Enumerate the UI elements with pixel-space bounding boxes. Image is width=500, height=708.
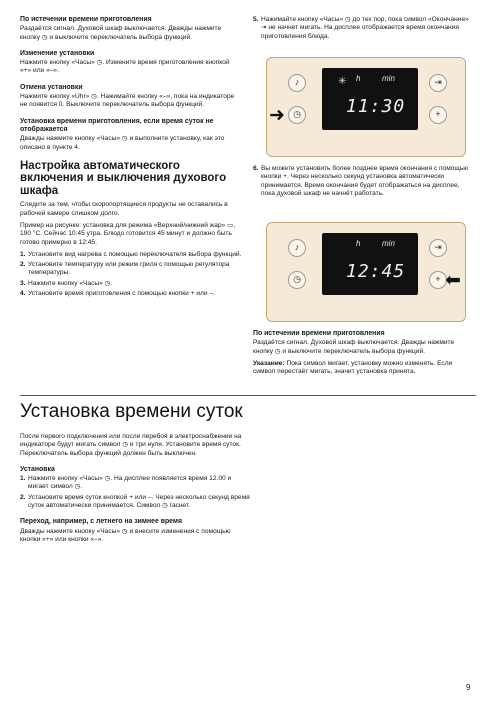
divider bbox=[20, 395, 476, 396]
arrow-left-icon: ⬅ bbox=[445, 270, 461, 291]
display-time: 11:30 bbox=[346, 96, 406, 117]
bell-icon: ♪ bbox=[288, 74, 306, 92]
section-text: Раздаётся сигнал. Духовой шкаф выключается. Дважды нажмите кнопку ◷ и выключите переключатель выбора функций. bbox=[20, 25, 222, 41]
step-number: 1. bbox=[20, 475, 26, 483]
note-text: Пока символ мигает, установку можно изменять. Если символ перестаёт мигать, значит установка принята. bbox=[253, 359, 453, 376]
hour-label: h bbox=[356, 74, 361, 83]
note-label: Указание: bbox=[253, 359, 285, 367]
section-title: Установка времени приготовления, если время суток не отображается bbox=[20, 117, 214, 133]
clock-button-icon: ◷ bbox=[288, 106, 306, 124]
plus-icon: + bbox=[429, 106, 447, 124]
plus-icon: + bbox=[429, 271, 447, 289]
clock-button-icon: ◷ bbox=[288, 271, 306, 289]
step-text: Установите вид нагрева с помощью переключателя выбора функций. bbox=[28, 250, 242, 258]
step-text: Установите время приготовления с помощью кнопки + или –. bbox=[28, 290, 215, 298]
note bbox=[253, 360, 475, 377]
step-text: Установите время суток кнопкой + или –. Через несколько секунд время суток автоматически принимается. Символ ◷ гаснет. bbox=[28, 493, 250, 510]
oven-panel-illustration-2 bbox=[266, 222, 466, 322]
step-number: 4. bbox=[20, 290, 26, 298]
oven-display bbox=[322, 68, 418, 130]
left-column bbox=[20, 16, 242, 300]
section-title: По истечении времени приготовления bbox=[253, 330, 385, 337]
list-item bbox=[20, 290, 242, 298]
section-title: Изменение установки bbox=[20, 49, 95, 57]
right-after-panels bbox=[253, 330, 475, 384]
section-text: Дважды нажмите кнопку «Часы» ◷ и выполните установку, как это описано в пункте 4. bbox=[20, 135, 225, 151]
end-time-icon: ⇥ bbox=[429, 239, 447, 257]
right-step-6 bbox=[253, 165, 475, 200]
list-item bbox=[253, 16, 475, 41]
bottom-section bbox=[20, 433, 250, 552]
list-item bbox=[20, 261, 242, 278]
step-number: 2. bbox=[20, 493, 26, 501]
section-text: Следите за тем, чтобы скоропортящиеся продукты не оставались в рабочей камере слишком долго. bbox=[20, 201, 228, 217]
minute-label: min bbox=[382, 74, 395, 83]
list-item bbox=[20, 475, 250, 492]
step-text: Нажмите кнопку «Часы» ◷. bbox=[28, 279, 113, 287]
bell-icon: ♪ bbox=[288, 239, 306, 257]
arrow-right-icon: ➜ bbox=[269, 105, 285, 126]
step-number: 1. bbox=[20, 250, 26, 258]
oven-display bbox=[322, 233, 418, 295]
step-number: 2. bbox=[20, 261, 26, 269]
section-text: Дважды нажмите кнопку «Часы» ◷ и внесите изменения с помощью кнопки «+» или кнопки «–». bbox=[20, 527, 231, 543]
list-item bbox=[20, 280, 242, 288]
list-item bbox=[20, 494, 250, 511]
end-time-icon: ⇥ bbox=[429, 74, 447, 92]
page-number: 9 bbox=[466, 683, 471, 692]
minute-label: min bbox=[382, 239, 395, 248]
section-text: После первого подключения или после перебоя в электроснабжении на индикаторе будут мигать символ ◷ и три нуля. Установите время суток. Переключатель выбора функций должен быть выключен. bbox=[20, 433, 242, 457]
step-number: 3. bbox=[20, 279, 26, 287]
step-text: Вы можете установить более позднее время окончания с помощью кнопки +. Через несколько секунд установка автоматически принимается. Время окончания будет отображаться на дисплее, пока духовой шкаф не начнёт работать. bbox=[261, 165, 469, 197]
hour-label: h bbox=[356, 239, 361, 248]
section-title: Переход, например, с летнего на зимнее время bbox=[20, 518, 183, 526]
step-number: 6. bbox=[253, 165, 259, 172]
section-heading: Настройка автоматического включения и выключения духового шкафа bbox=[20, 159, 227, 197]
section-text: Нажмите кнопку «Uhr» ◷. Нажимайте кнопку «–», пока на индикаторе не появится 0. Выключите переключатель выбора функций. bbox=[20, 93, 235, 109]
section-title: Отмена установки bbox=[20, 83, 83, 91]
section-title: По истечении времени приготовления bbox=[20, 16, 152, 23]
step-text: Нажимайте кнопку «Часы» ◷ до тех пор, пока символ «Окончание» ⇥ не начнет мигать. На дисплее отображается время окончания приготовления блюда. bbox=[261, 16, 469, 40]
section-text: Нажмите кнопку «Часы» ◷. Измените время приготовления кнопкой «+» или «–». bbox=[20, 59, 230, 75]
step-text: Нажмите кнопку «Часы» ◷. На дисплее появляется время 12.00 и мигает символ ◷. bbox=[28, 475, 232, 491]
oven-panel-illustration bbox=[266, 57, 466, 157]
step-text: Установите температуру или режим гриля с помощью регулятора температуры. bbox=[28, 261, 230, 277]
list-item bbox=[20, 251, 242, 259]
right-column bbox=[253, 16, 475, 43]
section-title: Установка bbox=[20, 465, 55, 473]
section-text: Раздаётся сигнал. Духовой шкаф выключается. Дважды нажмите кнопку ◷ и выключите переключатель выбора функций. bbox=[253, 339, 455, 355]
section-text: Пример на рисунке: установка для режима «Верхний/нижний жар» ▭, 190 °C. Сейчас 10:45 утра. Блюдо готовится 45 минут и должно быть готово примерно в 12:45. bbox=[20, 221, 236, 246]
display-time: 12:45 bbox=[346, 261, 406, 282]
page-title: Установка времени суток bbox=[20, 401, 243, 422]
step-number: 5. bbox=[253, 16, 259, 23]
list-item bbox=[253, 165, 475, 198]
blinking-icon: ✳ bbox=[338, 76, 347, 87]
